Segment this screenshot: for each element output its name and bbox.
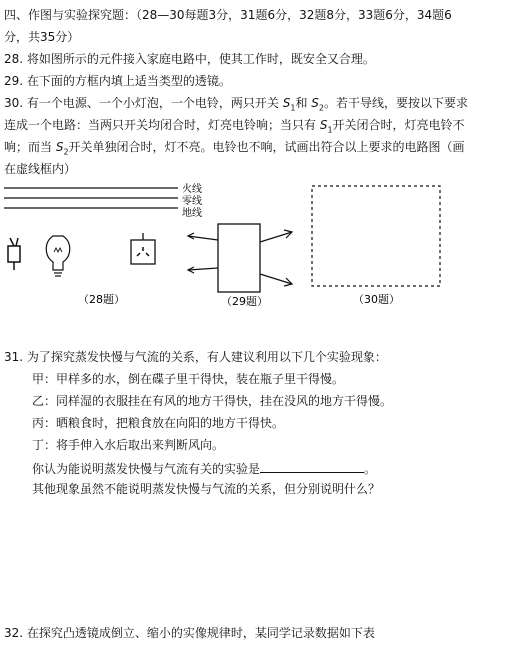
question-28: 28. 将如图所示的元件接入家庭电路中，使其工作时，既安全又合理。 <box>4 52 375 66</box>
caption-30: （30题） <box>353 293 400 306</box>
switch-s2: S <box>311 96 319 110</box>
section-title-cont: 分，共35分） <box>4 30 80 44</box>
socket-icon <box>131 233 155 264</box>
neutral-wire-label: 零线 <box>182 196 202 207</box>
q30-text: 开关单独闭合时，灯不亮。电铃也不响，试画出符合以上要求的电路图（画 <box>68 140 465 154</box>
q31-question-2: 其他现象虽然不能说明蒸发快慢与气流的关系，但分别说明什么？ <box>32 482 381 496</box>
q31-option-jia: 甲：甲样多的水，倒在碟子里干得快，装在瓶子里干得慢。 <box>32 372 345 386</box>
question-30-line2 <box>4 118 465 137</box>
switch-s1: S <box>282 96 291 110</box>
live-wire-label: 火线 <box>182 184 202 195</box>
caption-28: （28题） <box>78 293 125 306</box>
switch-s2-sub: 2 <box>318 103 324 113</box>
answer-blank[interactable] <box>260 460 364 473</box>
switch-s2: S <box>55 140 64 154</box>
q31-question-1 <box>32 460 376 477</box>
question-31-stem: 31. 为了探究蒸发快慢与气流的关系，有人建议利用以下几个实验现象： <box>4 350 387 364</box>
switch-s1-sub: 1 <box>290 103 296 113</box>
q31-option-ding: 丁：将手伸入水后取出来判断风向。 <box>32 438 225 452</box>
q31-option-bing: 丙：晒粮食时，把粮食放在向阳的地方干得快。 <box>32 416 285 430</box>
q30-text: 和 <box>295 96 312 110</box>
q31-ask1-text: 你认为能说明蒸发快慢与气流有关的实验是 <box>32 462 261 476</box>
q31-option-yi: 乙：同样湿的衣服挂在有风的地方干得快，挂在没风的地方干得慢。 <box>32 394 393 408</box>
q31-ask1-end: 。 <box>364 462 377 476</box>
question-29: 29. 在下面的方框内填上适当类型的透镜。 <box>4 74 231 88</box>
q30-text: 30. 有一个电源、一个小灯泡，一个电铃，两只开关 <box>4 96 283 110</box>
lens-box <box>188 224 292 292</box>
switch-s2-sub: 2 <box>63 147 69 157</box>
caption-29: （29题） <box>221 295 268 308</box>
q30-text: 响；而当 <box>4 140 56 154</box>
answer-dashed-box <box>312 186 440 286</box>
q30-text: 。若干导线，要按以下要求 <box>323 96 468 110</box>
figure-28-30 <box>0 176 510 316</box>
question-30-line3 <box>4 140 465 159</box>
q30-text: 开关闭合时，灯亮电铃不 <box>332 118 465 132</box>
question-30-line4: 在虚线框内） <box>4 162 77 176</box>
q30-text: 连成一个电路：当两只开关均闭合时，灯亮电铃响；当只有 <box>4 118 320 132</box>
question-32: 32. 在探究凸透镜成倒立、缩小的实像规律时，某同学记录数据如下表 <box>4 626 375 640</box>
switch-icon <box>8 238 20 270</box>
switch-s1-sub: 1 <box>327 125 333 135</box>
switch-s1: S <box>319 118 328 132</box>
light-bulb-icon <box>46 236 70 276</box>
ground-wire-label: 地线 <box>182 208 202 219</box>
question-30-line1 <box>4 96 468 115</box>
section-title: 四、作图与实验探究题：（28—30每题3分，31题6分，32题8分，33题6分，34题6 <box>4 8 452 22</box>
